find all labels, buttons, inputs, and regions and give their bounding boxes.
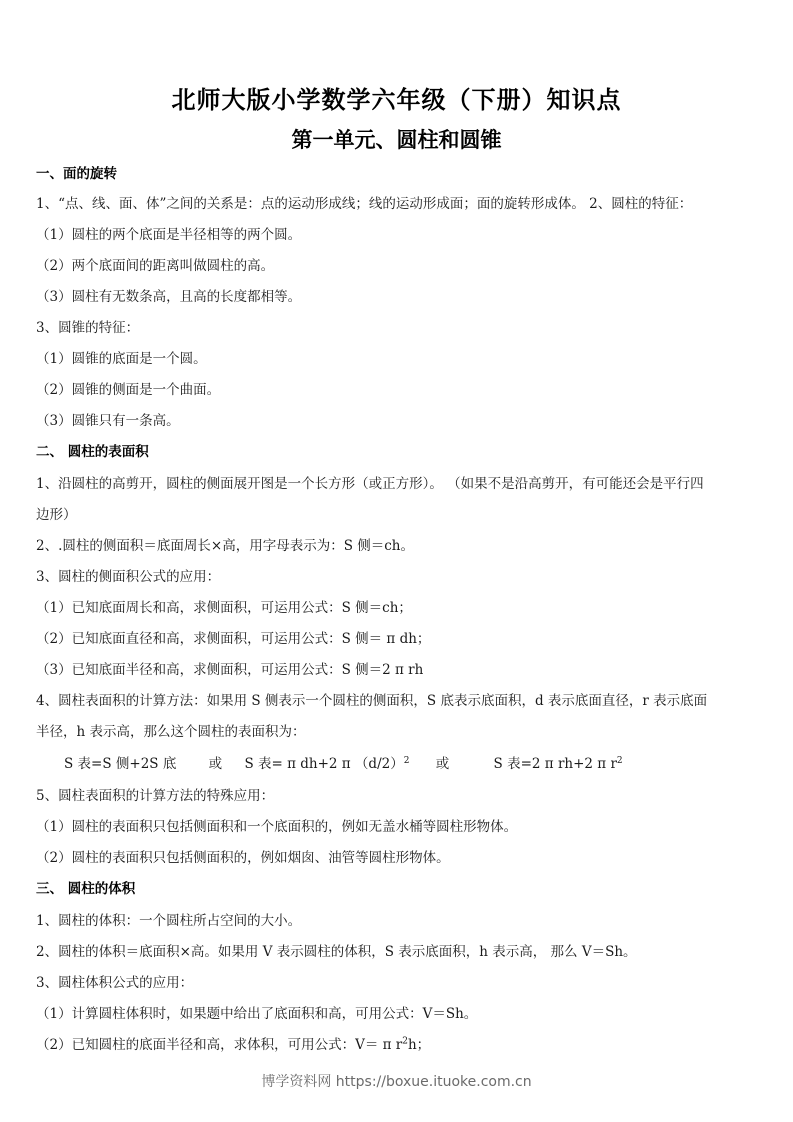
list-item: （1）圆柱的两个底面是半径相等的两个圆。 xyxy=(36,227,302,243)
paragraph-continuation: 边形） xyxy=(36,507,77,523)
list-item: （2）已知圆柱的底面半径和高，求体积，可用公式：V＝ π $r^2h$； xyxy=(36,1036,431,1053)
surface-area-formulas xyxy=(64,755,757,773)
formula-2: S 表= π dh+2 π （d/2）2 xyxy=(244,755,410,772)
paragraph: 1、沿圆柱的高剪开，圆柱的侧面展开图是一个长方形（或正方形）。 （如果不是沿高剪开，有可能还会是平行四 xyxy=(36,476,704,492)
paragraph: 2、圆柱的体积＝底面积×高。如果用 V 表示圆柱的体积，S 表示底面积，h 表示高， 那么 V＝Sh。 xyxy=(36,944,637,960)
unit-title: 第一单元、圆柱和圆锥 xyxy=(291,128,502,152)
list-item: （1）圆锥的底面是一个圆。 xyxy=(36,351,207,367)
paragraph: 1、“点、线、面、体”之间的关系是：点的运动形成线；线的运动形成面；面的旋转形成体。 2、圆柱的特征： xyxy=(36,196,693,212)
paragraph: 1、圆柱的体积：一个圆柱所占空间的大小。 xyxy=(36,913,302,929)
formula-3: S 表=2 π rh+2 π r2 xyxy=(493,755,623,772)
footer-watermark: 博学资料网 https://boxue.ituoke.com.cn xyxy=(261,1074,532,1090)
paragraph: 4、圆柱表面积的计算方法：如果用 S 侧表示一个圆柱的侧面积，S 底表示底面积，d 表示底面直径，r 表示底面 xyxy=(36,693,708,709)
list-item: （2）已知底面直径和高，求侧面积，可运用公式：S 侧＝ π dh； xyxy=(36,631,431,647)
paragraph-continuation: 半径，h 表示高，那么这个圆柱的表面积为： xyxy=(36,724,306,740)
list-item: （2）圆锥的侧面是一个曲面。 xyxy=(36,382,221,398)
paragraph: 3、圆锥的特征： xyxy=(36,320,140,336)
section-heading-surface-area: 二、 圆柱的表面积 xyxy=(36,444,149,460)
list-item: （2）两个底面间的距离叫做圆柱的高。 xyxy=(36,258,275,274)
list-item: （1）已知底面周长和高，求侧面积，可运用公式：S 侧＝ch； xyxy=(36,600,412,616)
paragraph: 3、圆柱体积公式的应用： xyxy=(36,975,194,991)
or-label: 或 xyxy=(435,756,450,772)
formula-1: S 表=S 侧+2S 底 xyxy=(64,756,177,772)
section-heading-rotation: 一、面的旋转 xyxy=(36,166,117,182)
paragraph: 2、.圆柱的侧面积＝底面周长×高，用字母表示为：S 侧＝ch。 xyxy=(36,538,414,554)
list-item: （1）圆柱的表面积只包括侧面积和一个底面积的，例如无盖水桶等圆柱形物体。 xyxy=(36,819,518,835)
document-title: 北师大版小学数学六年级（下册）知识点 xyxy=(171,85,622,114)
list-item: （3）圆柱有无数条高，且高的长度都相等。 xyxy=(36,289,302,305)
or-label: 或 xyxy=(208,756,223,772)
list-item: （2）圆柱的表面积只包括侧面积的，例如烟囱、油管等圆柱形物体。 xyxy=(36,850,450,866)
list-item: （3）已知底面半径和高，求侧面积，可运用公式：S 侧＝2 π rh xyxy=(36,662,424,678)
paragraph: 3、圆柱的侧面积公式的应用： xyxy=(36,569,221,585)
section-heading-volume: 三、 圆柱的体积 xyxy=(36,881,136,897)
list-item: （3）圆锥只有一条高。 xyxy=(36,413,180,429)
list-item: （1）计算圆柱体积时，如果题中给出了底面积和高，可用公式：V＝Sh。 xyxy=(36,1006,478,1022)
paragraph: 5、圆柱表面积的计算方法的特殊应用： xyxy=(36,788,275,804)
